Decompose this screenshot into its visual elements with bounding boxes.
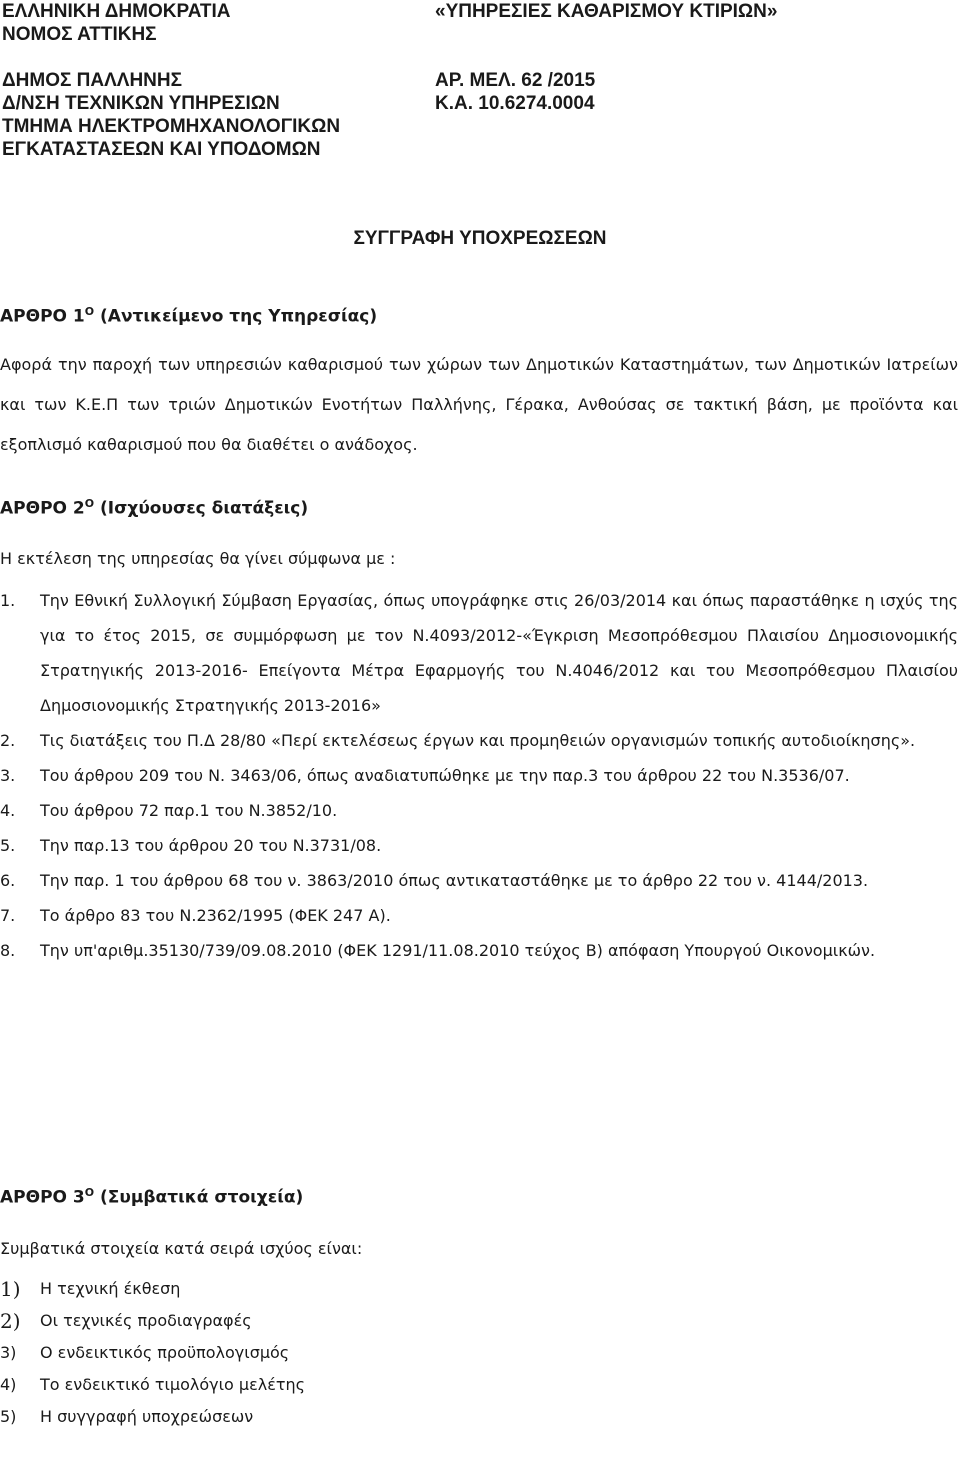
list-item-number: 2)	[0, 1309, 21, 1333]
page-title: ΣΥΓΓΡΑΦΗ ΥΠΟΧΡΕΩΣΕΩΝ	[353, 228, 607, 249]
header-right	[435, 0, 777, 115]
list-item	[0, 723, 958, 758]
header-budget-code: Κ.Α. 10.6274.0004	[435, 93, 595, 114]
article-3-prefix: ΑΡΘΡΟ 3	[0, 1187, 85, 1208]
list-item	[0, 1401, 958, 1433]
list-item-text: Την παρ. 1 του άρθρου 68 του ν. 3863/2010 όπως αντικαταστάθηκε με το άρθρο 22 του ν. 4144/2013.	[40, 871, 869, 890]
list-item-number: 8.	[0, 941, 16, 960]
article-2-prefix: ΑΡΘΡΟ 2	[0, 498, 85, 519]
article-2-provisions-list	[0, 583, 958, 968]
list-item	[0, 933, 958, 968]
list-item-text: Τις διατάξεις του Π.Δ 28/80 «Περί εκτελέσεως έργων και προμηθειών οργανισμών τοπικής αυτοδιοίκησης».	[40, 731, 916, 750]
article-2-heading	[0, 497, 308, 519]
header-gap	[435, 23, 777, 46]
article-1-title: (Αντικείμενο της Υπηρεσίας)	[100, 306, 378, 327]
header-prefecture: ΝΟΜΟΣ ΑΤΤΙΚΗΣ	[2, 24, 157, 45]
header-study-number: ΑΡ. ΜΕΛ. 62 /2015	[435, 70, 596, 91]
article-3-elements-list	[0, 1273, 958, 1433]
article-2-lead: Η εκτέλεση της υπηρεσίας θα γίνει σύμφωνα με :	[0, 549, 396, 568]
list-item-number: 1)	[0, 1277, 21, 1301]
list-item-text: Την υπ'αριθμ.35130/739/09.08.2010 (ΦΕΚ 1291/11.08.2010 τεύχος Β) απόφαση Υπουργού Οικονομικών.	[40, 941, 876, 960]
header-service-title: «ΥΠΗΡΕΣΙΕΣ ΚΑΘΑΡΙΣΜΟΥ ΚΤΙΡΙΩΝ»	[435, 1, 778, 22]
article-1-body: Αφορά την παροχή των υπηρεσιών καθαρισμού των χώρων των Δημοτικών Καταστημάτων, των Δημοτικών Ιατρείων και των Κ.Ε.Π των τριών Δημοτικών Ενοτήτων Παλλήνης, Γέρακα, Ανθούσας σε τακτική βάση, με προϊόντα και εξοπλισμό καθαρισμού που θα διαθέτει ο ανάδοχος.	[0, 355, 958, 454]
header-country: ΕΛΛΗΝΙΚΗ ΔΗΜΟΚΡΑΤΙΑ	[2, 1, 231, 22]
list-item-text: Η συγγραφή υποχρεώσεων	[40, 1407, 254, 1426]
article-1-prefix: ΑΡΘΡΟ 1	[0, 306, 85, 327]
article-3-lead: Συμβατικά στοιχεία κατά σειρά ισχύος είναι:	[0, 1239, 363, 1258]
list-item-text: Του άρθρου 72 παρ.1 του Ν.3852/10.	[40, 801, 338, 820]
list-item-number: 3.	[0, 766, 16, 785]
list-item-number: 5)	[0, 1407, 17, 1426]
header-municipality: ΔΗΜΟΣ ΠΑΛΛΗΝΗΣ	[2, 70, 183, 91]
list-item-text: Οι τεχνικές προδιαγραφές	[40, 1311, 252, 1330]
list-item	[0, 1305, 958, 1337]
list-item	[0, 828, 958, 863]
list-item	[0, 898, 958, 933]
list-item-text: Την παρ.13 του άρθρου 20 του Ν.3731/08.	[40, 836, 382, 855]
article-3-title: (Συμβατικά στοιχεία)	[100, 1187, 304, 1208]
article-3-sup: Ο	[84, 1186, 95, 1199]
article-3-heading	[0, 1186, 303, 1208]
header-gap	[435, 46, 777, 69]
list-item-number: 2.	[0, 731, 16, 750]
list-item	[0, 863, 958, 898]
article-1-sup: Ο	[84, 305, 95, 318]
list-item-number: 1.	[0, 591, 16, 610]
list-item-text: Του άρθρου 209 του Ν. 3463/06, όπως αναδιατυπώθηκε με την παρ.3 του άρθρου 22 του Ν.3536/07.	[40, 766, 850, 785]
list-item-text: Την Εθνική Συλλογική Σύμβαση Εργασίας, όπως υπογράφηκε στις 26/03/2014 και όπως παραστάθηκε η ισχύς της για το έτος 2015, σε συμμόρφωση με τον Ν.4093/2012-«Έγκριση Μεσοπρόθεσμου Πλαισίου Δημοσιονομικής Στρατηγικής 2013-2016- Επείγοντα Μέτρα Εφαρμογής του Ν.4046/2012 και του Μεσοπρόθεσμου Πλαισίου Δημοσιονομικής Στρατηγικής 2013-2016»	[40, 591, 958, 715]
list-item	[0, 583, 958, 723]
list-item-number: 3)	[0, 1343, 17, 1362]
header-department-line1: ΤΜΗΜΑ ΗΛΕΚΤΡΟΜΗΧΑΝΟΛΟΓΙΚΩΝ	[2, 116, 341, 137]
list-item-text: Ο ενδεικτικός προϋπολογισμός	[40, 1343, 290, 1362]
list-item-number: 4)	[0, 1375, 17, 1394]
list-item-number: 7.	[0, 906, 16, 925]
header-gap	[2, 46, 340, 69]
article-2-sup: Ο	[84, 497, 95, 510]
list-item-number: 6.	[0, 871, 16, 890]
list-item	[0, 793, 958, 828]
list-item-text: Η τεχνική έκθεση	[40, 1279, 181, 1298]
list-item-number: 5.	[0, 836, 16, 855]
list-item-text: Το άρθρο 83 του Ν.2362/1995 (ΦΕΚ 247 Α).	[40, 906, 391, 925]
list-item	[0, 758, 958, 793]
list-item	[0, 1369, 958, 1401]
header-department-line2: ΕΓΚΑΤΑΣΤΑΣΕΩΝ ΚΑΙ ΥΠΟΔΟΜΩΝ	[2, 139, 321, 160]
list-item-text: Το ενδεικτικό τιμολόγιο μελέτης	[40, 1375, 306, 1394]
header-left	[2, 0, 340, 161]
article-1-heading	[0, 305, 377, 327]
list-item-number: 4.	[0, 801, 16, 820]
article-2-title: (Ισχύουσες διατάξεις)	[100, 498, 309, 519]
list-item	[0, 1337, 958, 1369]
header-directorate: Δ/ΝΣΗ ΤΕΧΝΙΚΩΝ ΥΠΗΡΕΣΙΩΝ	[2, 93, 280, 114]
list-item	[0, 1273, 958, 1305]
